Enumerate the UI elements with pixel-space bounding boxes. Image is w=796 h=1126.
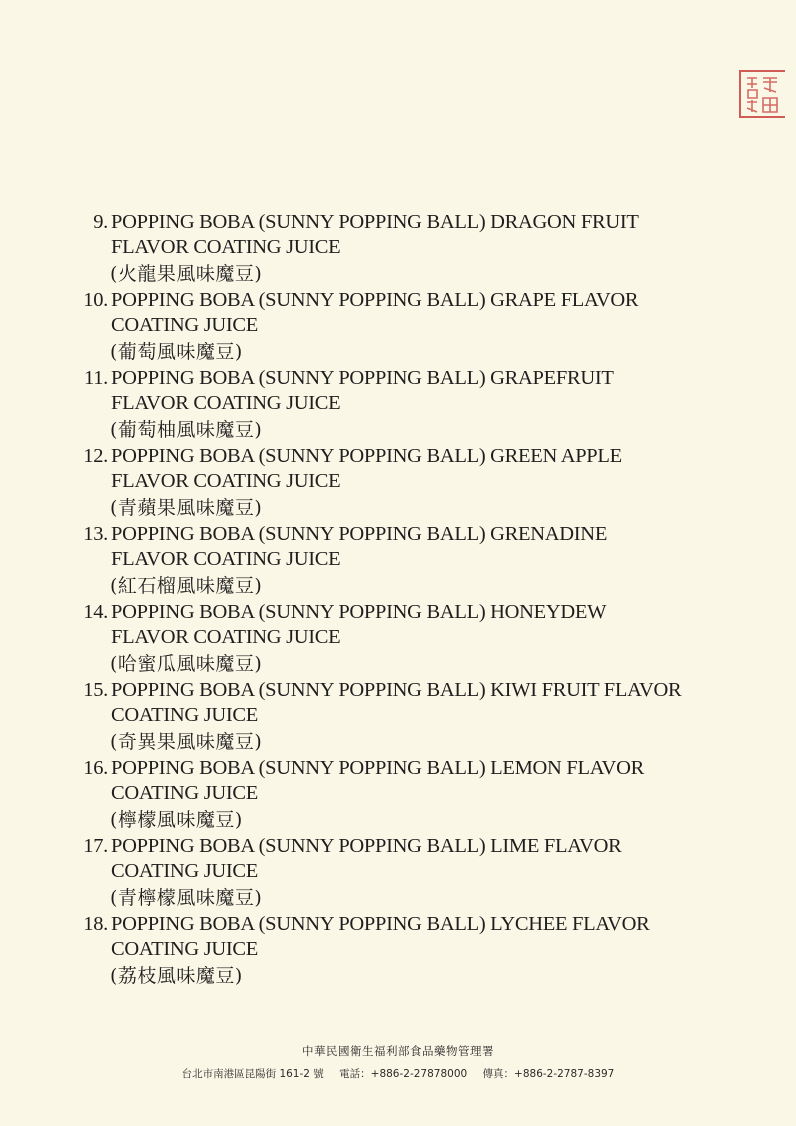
item-number: 16.	[83, 757, 108, 779]
list-item	[76, 912, 776, 990]
item-chinese-name: (青檸檬風味魔豆)	[110, 887, 263, 909]
item-english-name: POPPING BOBA (SUNNY POPPING BALL) GRAPEFRUIT FLAVOR COATING JUICE	[111, 367, 614, 414]
item-chinese-name: (青蘋果風味魔豆)	[110, 497, 263, 519]
item-english-name: POPPING BOBA (SUNNY POPPING BALL) GRENADINE FLAVOR COATING JUICE	[111, 523, 608, 570]
list-item	[76, 210, 776, 288]
official-seal-stamp	[739, 70, 785, 118]
list-item	[76, 288, 776, 366]
list-item	[76, 756, 776, 834]
item-english-name: POPPING BOBA (SUNNY POPPING BALL) KIWI FRUIT FLAVOR COATING JUICE	[111, 679, 682, 726]
item-english-name: POPPING BOBA (SUNNY POPPING BALL) GRAPE FLAVOR COATING JUICE	[111, 289, 639, 336]
list-item	[76, 444, 776, 522]
list-item	[76, 834, 776, 912]
item-number: 12.	[83, 445, 108, 467]
item-chinese-name: (葡萄風味魔豆)	[110, 341, 243, 363]
item-number: 17.	[83, 835, 108, 857]
product-list	[76, 210, 776, 990]
item-number: 13.	[83, 523, 108, 545]
item-english-name: POPPING BOBA (SUNNY POPPING BALL) LEMON FLAVOR COATING JUICE	[111, 757, 644, 804]
item-english-name: POPPING BOBA (SUNNY POPPING BALL) LYCHEE FLAVOR COATING JUICE	[111, 913, 650, 960]
footer-agency-name: 中華民國衛生福利部食品藥物管理署	[302, 1044, 494, 1058]
item-number: 15.	[83, 679, 108, 701]
footer-address: 台北市南港區昆陽街 161-2 號	[181, 1068, 324, 1080]
footer-phone: 電話：+886-2-27878000	[339, 1068, 468, 1080]
item-number: 9.	[93, 211, 108, 233]
item-chinese-name: (紅石榴風味魔豆)	[110, 575, 263, 597]
list-item	[76, 678, 776, 756]
item-english-name: POPPING BOBA (SUNNY POPPING BALL) HONEYDEW FLAVOR COATING JUICE	[111, 601, 607, 648]
item-chinese-name: (奇異果風味魔豆)	[110, 731, 263, 753]
item-chinese-name: (火龍果風味魔豆)	[110, 263, 263, 285]
list-item	[76, 600, 776, 678]
item-english-name: POPPING BOBA (SUNNY POPPING BALL) GREEN APPLE FLAVOR COATING JUICE	[111, 445, 622, 492]
seal-icon	[741, 72, 785, 116]
item-chinese-name: (荔枝風味魔豆)	[110, 965, 243, 987]
item-number: 10.	[83, 289, 108, 311]
item-english-name: POPPING BOBA (SUNNY POPPING BALL) LIME FLAVOR COATING JUICE	[111, 835, 622, 882]
item-number: 11.	[84, 367, 108, 389]
list-item	[76, 366, 776, 444]
item-chinese-name: (葡萄柚風味魔豆)	[110, 419, 263, 441]
item-number: 14.	[83, 601, 108, 623]
item-number: 18.	[83, 913, 108, 935]
item-chinese-name: (檸檬風味魔豆)	[110, 809, 243, 831]
footer-contact-line	[0, 1066, 796, 1081]
list-item	[76, 522, 776, 600]
item-english-name: POPPING BOBA (SUNNY POPPING BALL) DRAGON FRUIT FLAVOR COATING JUICE	[111, 211, 639, 258]
item-chinese-name: (哈蜜瓜風味魔豆)	[110, 653, 263, 675]
footer-fax: 傳真：+886-2-2787-8397	[482, 1068, 615, 1080]
